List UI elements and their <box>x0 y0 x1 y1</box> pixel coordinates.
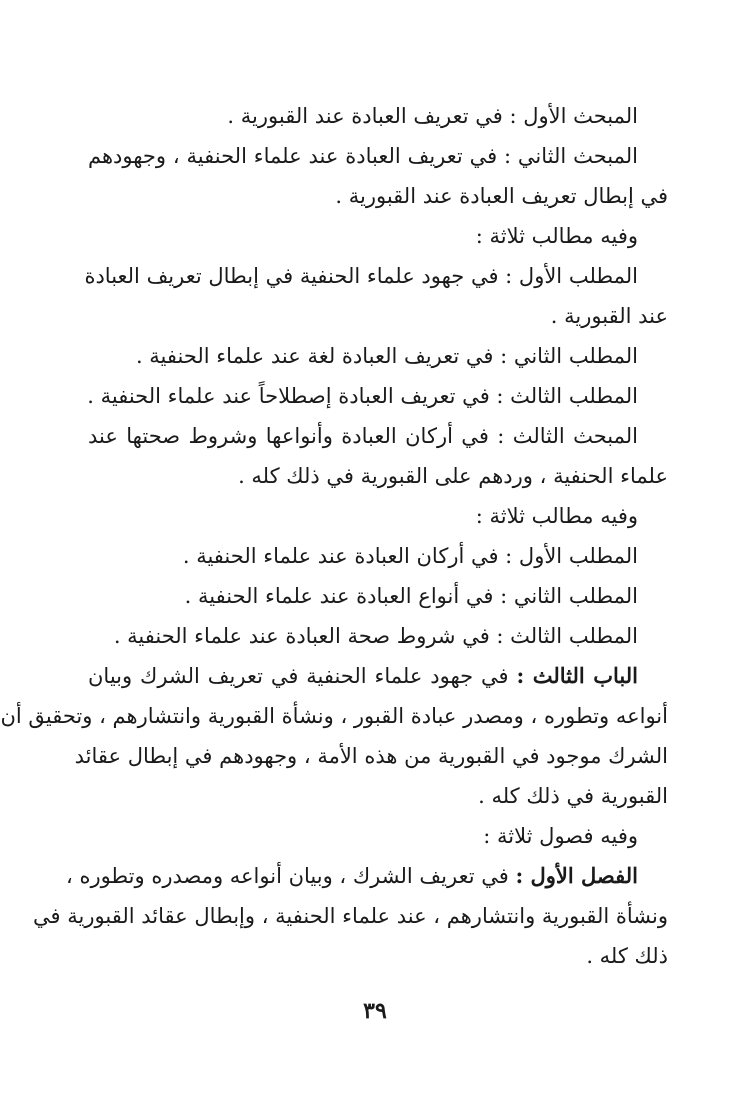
line-11: وفيه مطالب ثلاثة : <box>475 504 638 528</box>
line-15 <box>88 656 668 696</box>
line-8: المطلب الثالث : في تعريف العبادة إصطلاحاً عند علماء الحنفية . <box>87 384 638 408</box>
section-heading: الفصل الأول : <box>515 863 638 888</box>
line-5: المطلب الأول : في جهود علماء الحنفية في إبطال تعريف العبادة <box>84 264 638 288</box>
line-1: المبحث الأول : في تعريف العبادة عند القبورية . <box>227 104 638 128</box>
line-19: وفيه فصول ثلاثة : <box>483 824 638 848</box>
line-20-text: في تعريف الشرك ، وبيان أنواعه ومصدره وتطوره ، <box>65 864 516 888</box>
page-number: ٣٩ <box>363 998 387 1024</box>
line-20 <box>65 856 668 896</box>
line-21: ونشأة القبورية وانتشارهم ، عند علماء الحنفية ، وإبطال عقائد القبورية في <box>33 904 668 928</box>
line-14: المطلب الثالث : في شروط صحة العبادة عند علماء الحنفية . <box>113 624 638 648</box>
line-10: علماء الحنفية ، وردهم على القبورية في ذلك كله . <box>238 464 668 488</box>
line-6: عند القبورية . <box>550 304 668 328</box>
line-13: المطلب الثاني : في أنواع العبادة عند علماء الحنفية . <box>184 584 638 608</box>
chapter-heading: الباب الثالث : <box>516 663 638 688</box>
line-15-text: في جهود علماء الحنفية في تعريف الشرك وبيان <box>88 664 517 688</box>
line-4: وفيه مطالب ثلاثة : <box>475 224 638 248</box>
line-3: في إبطال تعريف العبادة عند القبورية . <box>335 184 668 208</box>
line-17: الشرك موجود في القبورية من هذه الأمة ، وجهودهم في إبطال عقائد <box>74 744 668 768</box>
line-2: المبحث الثاني : في تعريف العبادة عند علماء الحنفية ، وجهودهم <box>88 144 638 168</box>
line-18: القبورية في ذلك كله . <box>478 784 668 808</box>
line-7: المطلب الثاني : في تعريف العبادة لغة عند علماء الحنفية . <box>135 344 638 368</box>
line-12: المطلب الأول : في أركان العبادة عند علماء الحنفية . <box>182 544 638 568</box>
line-9: المبحث الثالث : في أركان العبادة وأنواعها وشروط صحتها عند <box>88 424 638 448</box>
page-body <box>0 96 668 976</box>
line-22: ذلك كله . <box>586 944 668 968</box>
line-16: أنواعه وتطوره ، ومصدر عبادة القبور ، ونشأة القبورية وانتشارهم ، وتحقيق أن <box>0 704 668 728</box>
